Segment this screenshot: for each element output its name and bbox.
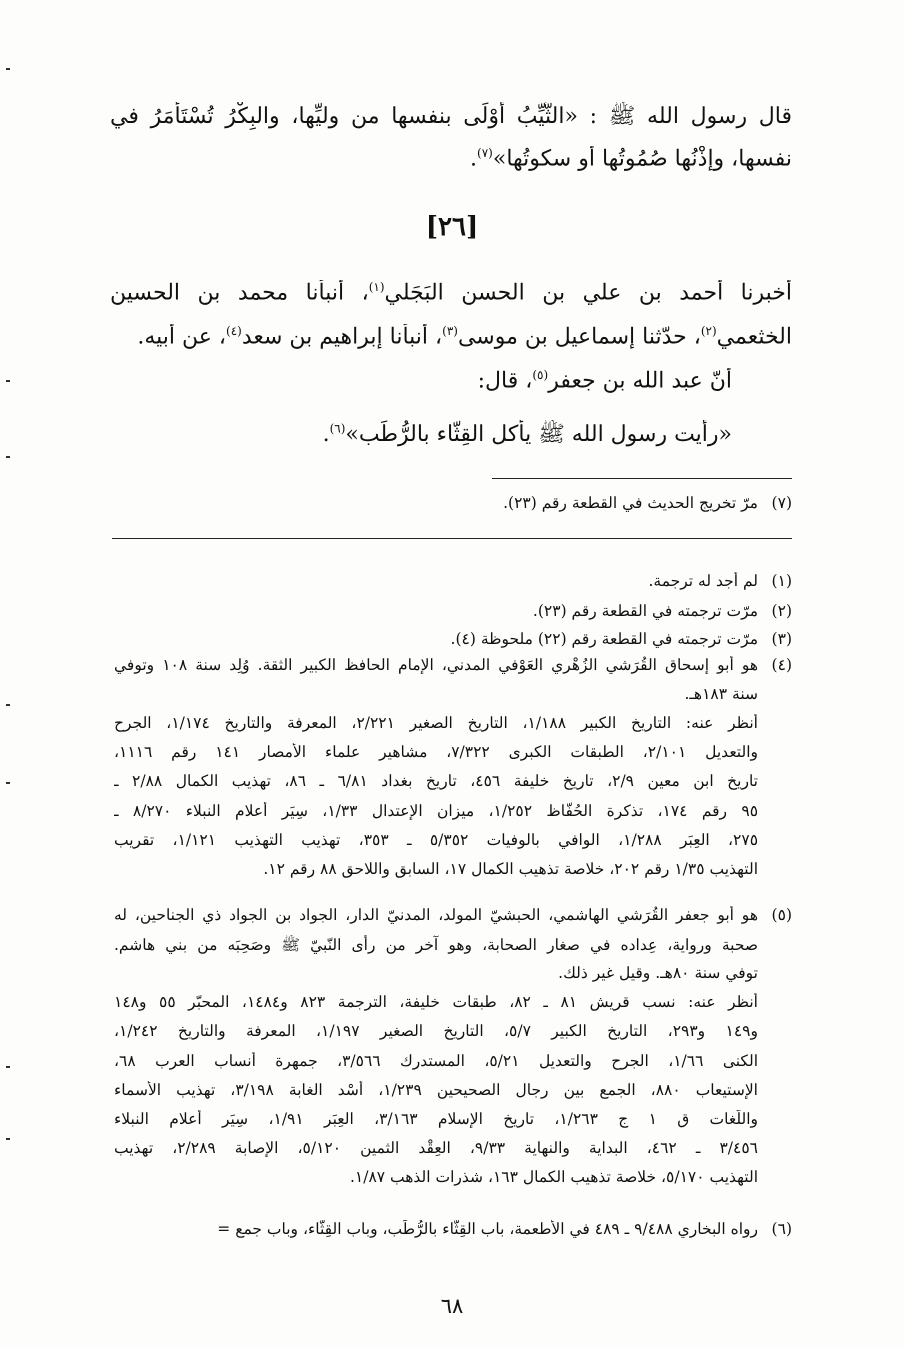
footnote-ref: (١) [368, 280, 385, 294]
footnote-number: (٦) [771, 1220, 792, 1238]
hadith-text: أنّ عبد الله بن جعفر [548, 368, 732, 394]
hadith-line [323, 420, 732, 452]
hadith-text: أخبرنا أحمد بن علي بن الحسن البَجَلي [384, 280, 792, 306]
footnote-line: أنظر عنه: نسب قريش ٨١ ـ ٨٢، طبقات خليفة، الترجمة ٨٢٣ و١٤٨٤، المحبّر ٥٥ و١٤٨ [114, 993, 758, 1011]
footnote-separator [492, 478, 792, 479]
footnote-number: (١) [771, 572, 792, 590]
paragraph-line [470, 146, 792, 171]
margin-mark [6, 782, 10, 784]
footnote-number: (٧) [771, 494, 792, 512]
footnote-number: (٥) [771, 906, 792, 924]
hadith-text: . [322, 422, 330, 447]
footnote-line: سنة ١٨٣هـ. [684, 685, 758, 703]
footnote-text: مرّ تخريج الحديث في القطعة رقم (٢٣). [503, 494, 758, 512]
footnote-line: هو أبو جعفر القُرَشي الهاشمي، الحبشيّ المولد، المدنيّ الدار، الجواد بن الجواد ذي الجناحين، له [114, 906, 758, 924]
footnote-line: ٣/٤٥٦ ـ ٤٦٢، البداية والنهاية ٩/٣٣، العِقْد الثمين ٥/١٢٠، الإصابة ٢/٢٨٩، تهذيب [114, 1139, 758, 1157]
footnote-line: ٢٧٥، العِبَر ١/٢٨٨، الوافي بالوفيات ٥/٣٥٢ ـ ٣٥٣، تهذيب التهذيب ١/١٢١، تقريب [114, 831, 758, 849]
margin-mark [6, 456, 10, 458]
margin-mark [6, 1138, 10, 1140]
margin-mark [6, 380, 10, 382]
footnote-ref: (٥) [532, 368, 549, 382]
footnote-ref: (٦) [329, 421, 346, 436]
hadith-text: ، أنبأنا محمد بن الحسين [110, 280, 369, 306]
footnote-ref: (٢) [700, 324, 717, 338]
hadith-line [137, 324, 792, 349]
footnote-ref: (٤) [226, 324, 242, 338]
footnote-separator [112, 538, 792, 539]
paragraph-text: نفسها، وإذْنُها صُمُوتُها أو سكوتُها» [492, 146, 792, 172]
paragraph-line: قال رسول الله ﷺ : «الثَّيِّبُ أَوْلَى بنفسها من وليِّها، والبِكْرُ تُسْتَأْمَرُ في [110, 104, 792, 129]
hadith-text: ، حدّثنا إسماعيل بن موسى [457, 324, 701, 350]
footnote-line: واللُّغات ق ١ ج ١/٢٦٣، تاريخ الإسلام ٣/١٦٣، العِبَر ١/٩١، سِيَر أعلام النبلاء [114, 1110, 758, 1128]
footnote-line: توفي سنة ٨٠هـ. وقيل غير ذلك. [558, 964, 758, 982]
page-number: ٦٨ [440, 1294, 464, 1318]
section-heading: [٢٦] [425, 212, 479, 242]
footnote-line: التهذيب ١/٣٥ رقم ٢٠٢، خلاصة تذهيب الكمال ١٧، السابق واللاحق ٨٨ رقم ١٢. [263, 860, 758, 878]
paragraph-text: . [470, 146, 478, 172]
footnote-line: التهذيب ٥/١٧٠، خلاصة تذهيب الكمال ١٦٣، شذرات الذهب ١/٨٧. [349, 1168, 758, 1186]
footnote-line: لم أجد له ترجمة. [648, 572, 758, 590]
footnote-line: مرّت ترجمته في القطعة رقم (٢٣). [532, 602, 758, 620]
footnote-line: مرّت ترجمته في القطعة رقم (٢٢) ملحوظة (٤). [450, 630, 758, 648]
hadith-line [478, 368, 732, 393]
footnote-line: رواه البخاري ٩/٤٨٨ ـ ٤٨٩ في الأطعمة، باب القِثّاء بالرُّطَب، وباب القِثّاء، وباب جمع = [217, 1220, 758, 1238]
margin-mark [6, 1066, 10, 1068]
footnote-line: ٩٥ رقم ١٧٤، تذكرة الحُفّاظ ١/٢٥٢، ميزان الإعتدال ١/٣٣، سِيَر أعلام النبلاء ٨/٢٧٠ ـ [114, 802, 758, 820]
hadith-text: ، قال: [477, 368, 533, 394]
footnote-line: الإستيعاب ٨٨٠، الجمع بين رجال الصحيحين ١/٢٣٩، أُسْد الغابة ٣/١٩٨، تهذيب الأسماء [114, 1081, 758, 1099]
footnote-ref: (٣) [442, 324, 458, 338]
footnote-line: صحبة ورواية، عِداده في صغار الصحابة، وهو آخر من رأى النّبيّ ﷺ وصَحِبَه من بني هاشم. [114, 936, 758, 954]
hadith-text: ، عن أبيه. [137, 324, 226, 350]
hadith-line [110, 280, 792, 305]
hadith-text: الخثعمي [716, 324, 792, 350]
footnote-number: (٤) [771, 656, 792, 674]
footnote-line: هو أبو إسحاق القُرَشي الزُهْري العَوْفي المدني، الإمام الحافظ الكبير الثقة. وُلِد سنة ١٠٨ وتوفي [114, 656, 758, 674]
footnote-line: تاريخ ابن معين ٢/٩، تاريخ خليفة ٤٥٦، تاريخ بغداد ٦/٨١ ـ ٨٦، تهذيب الكمال ٢/٨٨ ـ [114, 772, 758, 790]
footnote-ref: (٧) [477, 146, 493, 160]
footnote-number: (٢) [771, 602, 792, 620]
footnote-line: و١٤٩ و٢٩٣، التاريخ الكبير ٥/٧، التاريخ الصغير ١/١٩٧، المعرفة والتاريخ ١/٢٤٢، [114, 1022, 758, 1040]
hadith-text: ، أنبأنا إبراهيم بن سعد [241, 324, 443, 350]
footnote-line: الكنى ١/٦٦، الجرح والتعديل ٥/٢١، المستدرك ٣/٥٦٦، جمهرة أنساب العرب ٦٨، [114, 1052, 758, 1070]
margin-mark [6, 704, 10, 706]
footnote-number: (٣) [771, 630, 792, 648]
margin-mark [6, 68, 10, 70]
footnote-line: أنظر عنه: التاريخ الكبير ١/١٨٨، التاريخ الصغير ٢/٢٢١، المعرفة والتاريخ ١/١٧٤، الجرح [114, 714, 758, 732]
footnote-line: والتعديل ٢/١٠١، الطبقات الكبرى ٧/٣٢٢، مشاهير علماء الأمصار ١٤١ رقم ١١١٦، [114, 743, 758, 761]
hadith-text: «رأيت رسول الله ﷺ يأكل القِثّاء بالرُّطَب» [345, 422, 732, 447]
